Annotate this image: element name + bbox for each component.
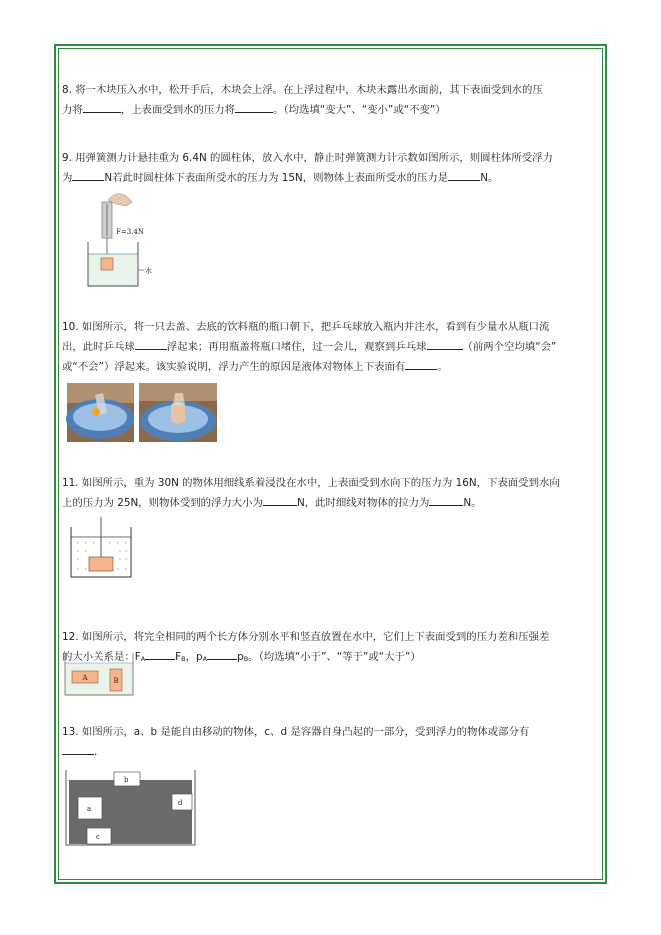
q10-line2: 出，此时乒乓球 浮起来；再用瓶盖将瓶口堵住，过一会儿，观察到乒乓球 （前两个空均填“会” — [62, 341, 557, 353]
q8-line2: 力将 ，上表面受到水的压力将 。（均选填“变大”、“变小”或“不变”） — [62, 104, 446, 116]
question-10 — [62, 317, 600, 377]
q12-block-b-label: B — [113, 677, 119, 685]
q10-line3: 或“不会”）浮起来。该实验说明，浮力产生的原因是液体对物体上下表面有 。 — [62, 361, 448, 373]
q9-line1: 9. 用弹簧测力计悬挂重为 6.4N 的圆柱体，放入水中，静止时弹簧测力计示数如图所示，则圆柱体所受浮力 — [62, 152, 553, 164]
question-12 — [62, 627, 600, 669]
q13-line2: . — [62, 742, 600, 762]
question-8 — [62, 80, 600, 120]
q9-spring-scale-figure — [82, 192, 172, 292]
q11-blank-1[interactable] — [263, 495, 297, 506]
q12-blank-2[interactable] — [207, 649, 237, 660]
q9-reading-label: F=3.4N — [116, 228, 144, 236]
q8-line1: 8. 将一木块压入水中，松开手后，木块会上浮。在上浮过程中，木块未露出水面前，其下表面受到水的压 — [62, 84, 543, 96]
q9-line2: 为 N若此时圆柱体下表面所受水的压力为 15N，则物体上表面所受水的压力是 N。 — [62, 172, 499, 184]
question-9 — [62, 148, 600, 188]
question-13 — [62, 722, 600, 762]
q10-blank-2[interactable] — [427, 339, 463, 350]
q13-line1: 13. 如图所示，a、b 是能自由移动的物体，c、d 是容器自身凸起的一部分，受到浮力的物体或部分有 — [62, 726, 530, 738]
q12-block-a-label: A — [82, 674, 88, 682]
q8-blank-2[interactable] — [235, 102, 273, 113]
q13-label-a: a — [87, 805, 92, 813]
q12-line2: 的大小关系是：FA FB，pA pB。（均选填“小于”、“等于”或“大于”） — [62, 651, 421, 663]
q10-line1: 10. 如图所示，将一只去盖、去底的饮料瓶的瓶口朝下，把乒乓球放入瓶内并注水，看到有少量水从瓶口流 — [62, 321, 550, 333]
q10-blank-1[interactable] — [135, 339, 167, 350]
q11-blank-2[interactable] — [429, 495, 463, 506]
q12-line1: 12. 如图所示，将完全相同的两个长方体分别水平和竖直放置在水中，它们上下表面受到的压力差和压强差 — [62, 631, 550, 643]
q13-label-b: b — [124, 776, 129, 784]
q9-water-label: 水 — [145, 267, 152, 275]
q13-blank-1[interactable] — [62, 744, 94, 755]
q13-label-d: d — [178, 799, 183, 807]
q10-photo-left — [67, 383, 134, 442]
q13-label-c: c — [96, 833, 100, 841]
q9-blank-1[interactable] — [72, 170, 104, 181]
q11-submerged-block-figure — [70, 517, 132, 579]
q11-line2: 上的压力为 25N，则物体受到的浮力大小为 N，此时细线对物体的拉力为 N。 — [62, 497, 482, 509]
q10-photo-right — [139, 383, 217, 442]
q11-line1: 11. 如图所示，重为 30N 的物体用细线系着浸没在水中，上表面受到水向下的压力为 16N，下表面受到水向 — [62, 477, 560, 489]
q12-two-blocks-figure — [64, 651, 134, 696]
q8-blank-1[interactable] — [83, 102, 121, 113]
q10-blank-3[interactable] — [405, 359, 437, 370]
question-11 — [62, 473, 600, 513]
q12-blank-1[interactable] — [145, 649, 175, 660]
q13-container-figure — [65, 768, 197, 847]
q9-blank-2[interactable] — [448, 170, 480, 181]
